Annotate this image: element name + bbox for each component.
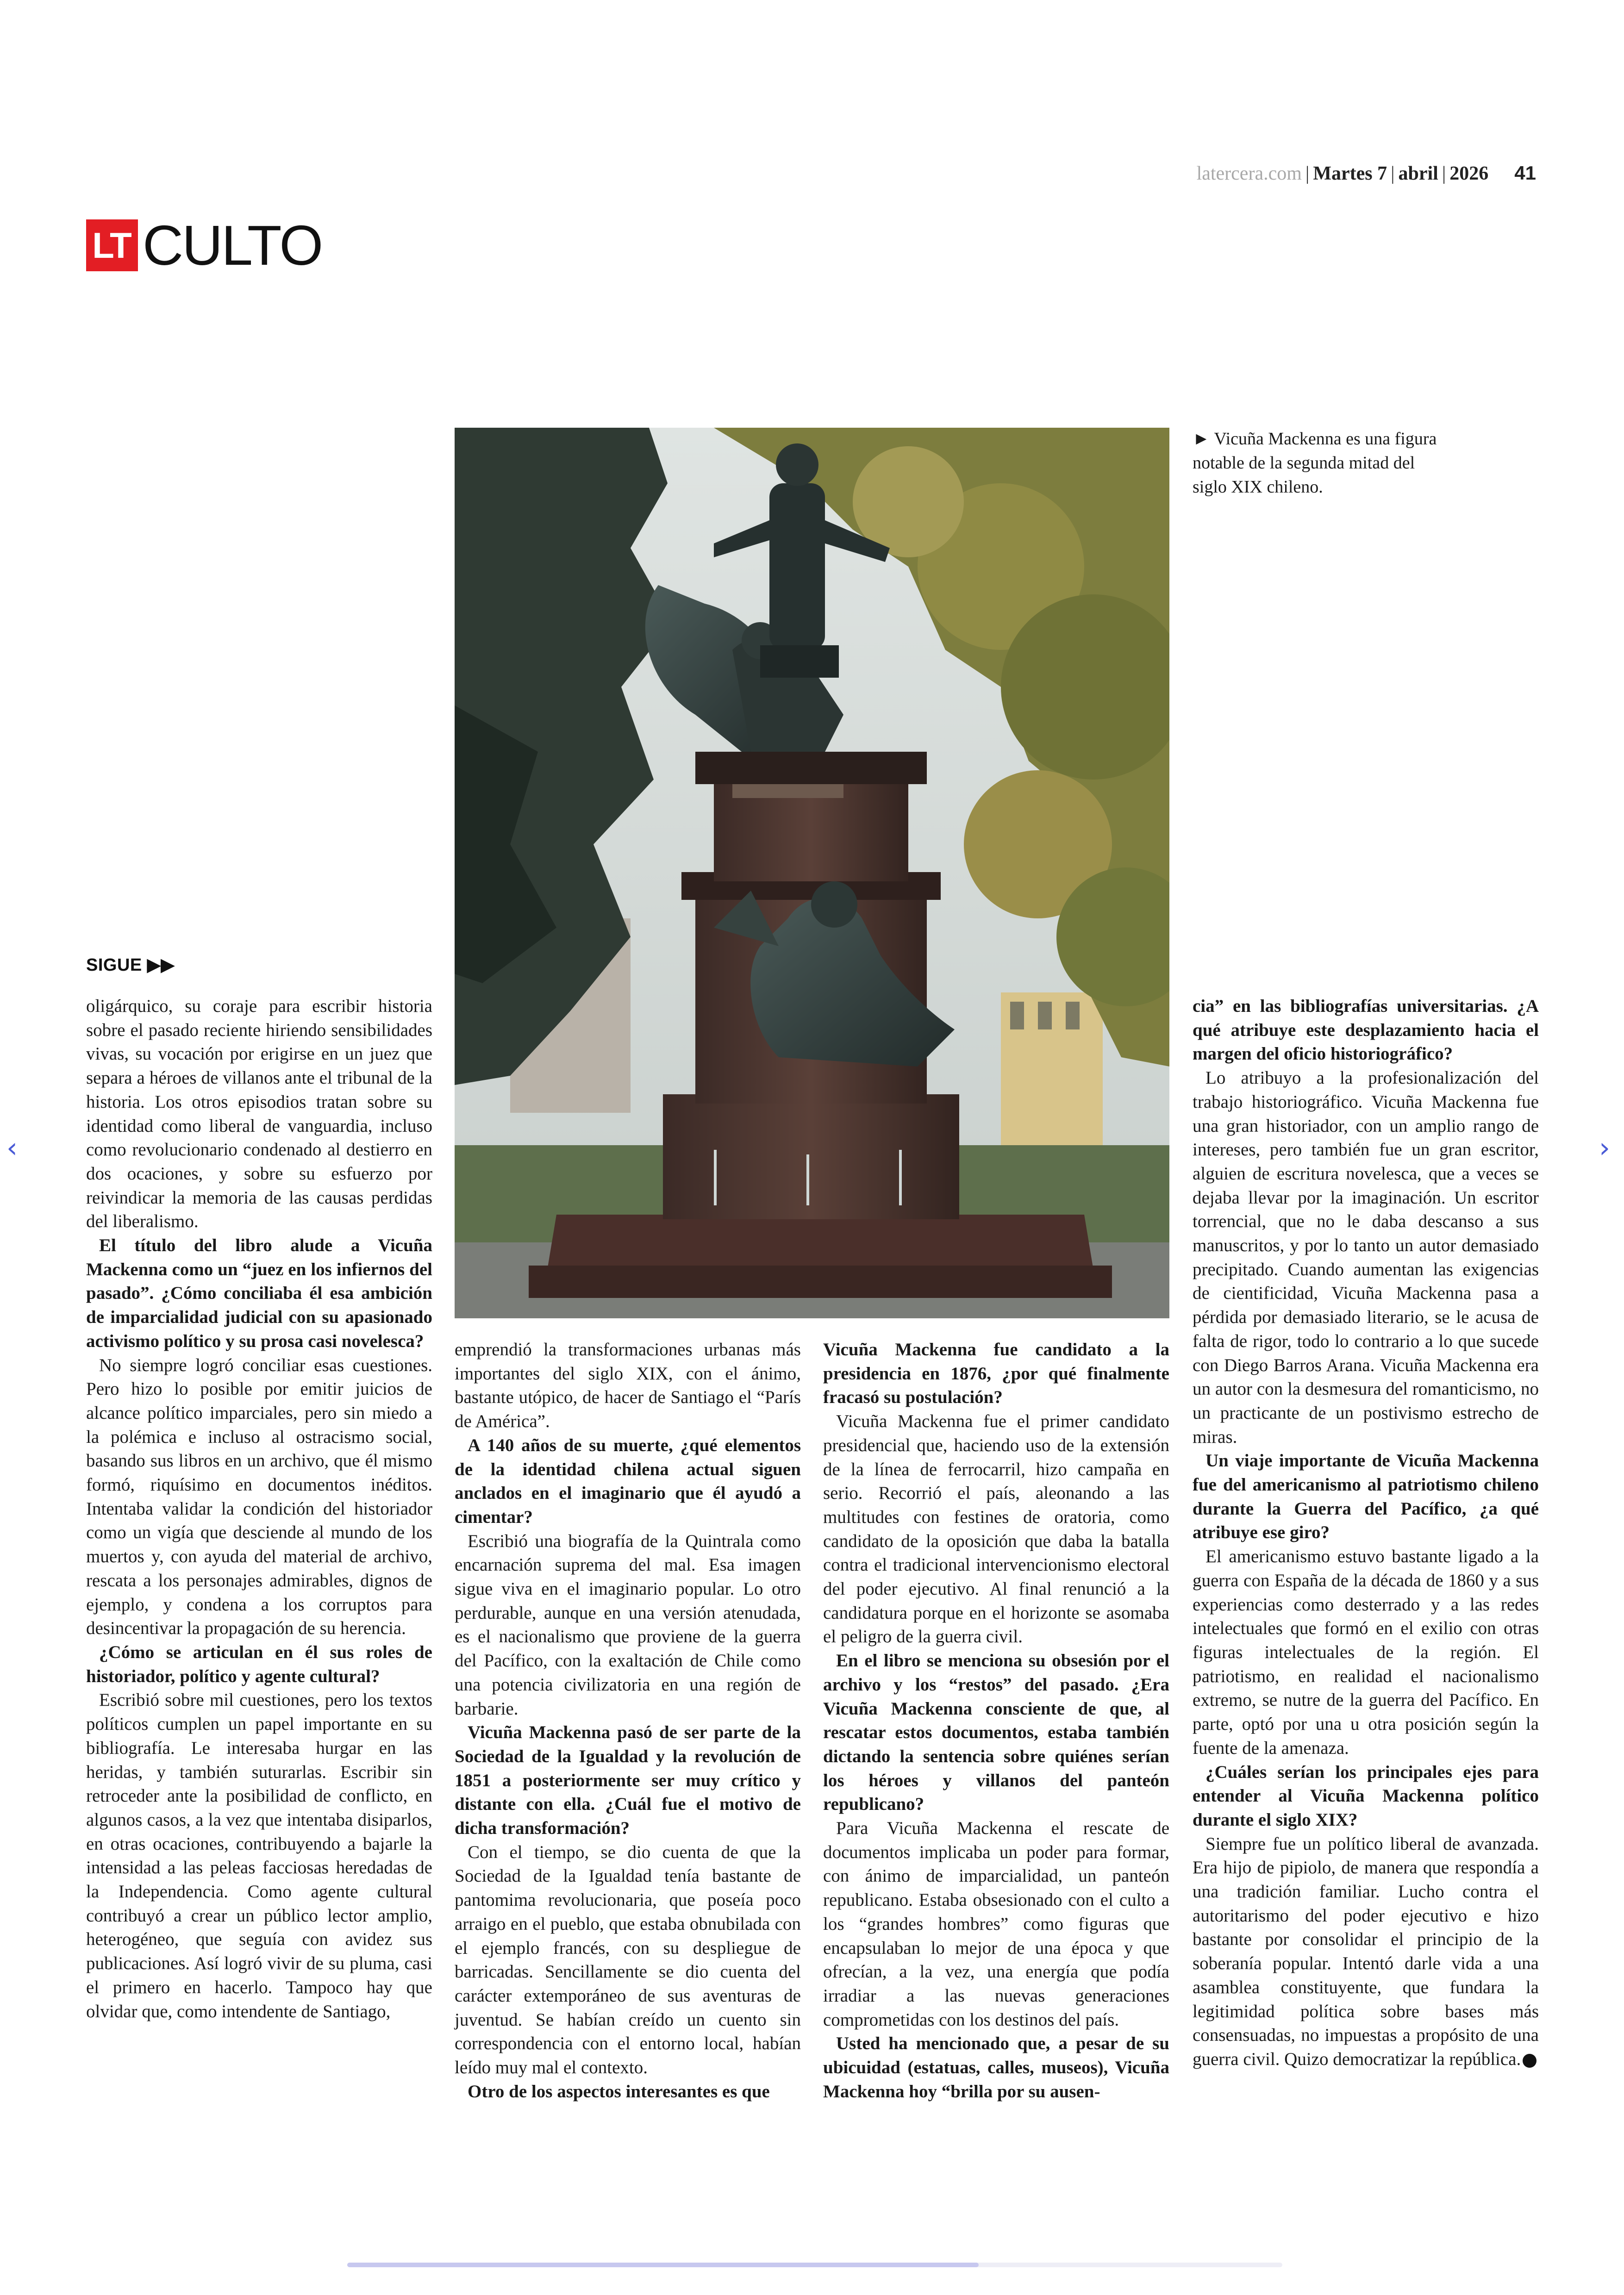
body-paragraph: Para Vicuña Mackenna el rescate de documentos implicaba un poder para formar, con ánimo de imparcialidad, un panteón republicano. Estaba obsesionado con el culto a los “grandes hombres” como figuras que encapsulaban lo mejor de una época y que ofrecían, a la vez, una energía que podía irradiar a las nuevas generaciones comprometidas con los destinos del país. [823,1818,1169,2030]
interview-question: cia” en las bibliografías universitarias. ¿A qué atribuye este desplazamiento hacia el margen del oficio historiográfico? [1193,996,1539,1064]
interview-question: El título del libro alude a Vicuña Mackenna como un “juez en los infiernos del pasado”. ¿Cómo conciliaba él esa ambición de imparcialidad judicial con su apasionado activismo político y su prosa casi novelesca? [86,1235,432,1351]
text-column-1 [86,994,432,2023]
date-month: abril [1398,163,1438,184]
site-url: latercera.com [1196,163,1302,184]
body-paragraph: Escribió una biografía de la Quintrala como encarnación suprema del mal. Esa imagen sigue viva en el imaginario popular. Lo otro perdurable, aunque en una versión atenudada, es el nacionalismo que proviene de la guerra del Pacífico, con la exaltación de Chile como una potencia civilizatoria en una región de barbarie. [455,1531,801,1719]
page-folio: latercera.com | Martes 7 | abril | 2026 41 [1196,162,1536,184]
body-paragraph: Con el tiempo, se dio cuenta de que la Sociedad de la Igualdad tenía bastante de pantomima revolucionaria, que poseía poco arraigo en el pueblo, que estaba obnubilada con el ejemplo francés, con su despliegue de barricadas. Sencillamente se dio cuenta del carácter extemporáneo de sus aventuras de juventud. Se habían creído un cuento sin correspondencia con el entorno local, habían leído muy mal el contexto. [455,1842,801,2078]
body-paragraph: emprendió la transformaciones urbanas más importantes del siglo XIX, con el ánimo, bastante utópico, de hacer de Santiago el “París de América”. [455,1340,801,1432]
lt-logo: LT [86,219,138,271]
body-paragraph: Lo atribuyo a la profesionalización del trabajo historiográfico. Vicuña Mackenna fue una gran historiador, con un amplio rango de intereses, pero también fue un gran escritor, alguien de escritura novelesca, que a veces se dejaba llevar por la imaginación. Un escritor torrencial, que no le daba descanso a sus manuscritos, y por lo tanto un autor demasiado precipitado. Cuando aumentan las exigencias de cientificidad, Vicuña Mackenna pasa a pérdida por demasiado literario, se le acusa de falta de rigor, todo lo contrario a lo que sucede con Diego Barros Arana. Vicuña Mackenna era un autor con la desmesura del romanticismo, no un practicante de un postivismo estrecho de miras. [1193,1068,1539,1447]
continued-marker: SIGUE ▶▶ [86,955,175,975]
body-paragraph: Siempre fue un político liberal de avanzada. Era hijo de pipiolo, de manera que respondía a una tradición familiar. Lucho contra el autoritarismo del poder ejecutivo e hizo bastante por consolidar el principio de la soberanía popular. Intentó darle vida a una asamblea constituyente, que fundara la legitimidad política sobre bases más consensuadas, no impuestas a propósito de una guerra civil. Quizo democratizar la república. [1193,1834,1539,2069]
end-mark-icon [1523,2054,1537,2068]
interview-question: Vicuña Mackenna pasó de ser parte de la Sociedad de la Igualdad y la revolución de 1851 a posteriormente ser muy crítico y distante con ella. ¿Cuál fue el motivo de dicha transformación? [455,1722,801,1839]
photo-illustration [455,428,1169,1318]
statue-monument-photo [455,428,1169,1318]
chevron-right-icon[interactable]: › [1599,1132,1610,1164]
date-day: Martes 7 [1313,163,1387,184]
photo-caption: ► Vicuña Mackenna es una figura notable de la segunda mitad del siglo XIX chileno. [1193,429,1437,497]
body-paragraph: oligárquico, su coraje para escribir historia sobre el pasado reciente hiriendo sensibilidades vivas, su vocación por erigirse en un juez que separa a héroes de villanos ante el tribunal de la historia. Los otros episodios tratan sobre su identidad como liberal de vanguardia, incluso como revolucionario condenado al destierro en dos ocaciones, y sobre su esfuerzo por reivindicar la memoria de las causas perdidas del liberalismo. [86,996,432,1232]
body-paragraph: El americanismo estuvo bastante ligado a la guerra con España de la década de 1860 y a sus experiencias como desterrado y a las redes intelectuales que formó en el exilio con otras figuras intelectuales de la región. El patriotismo, en realidad el nacionalismo extremo, se nutre de la guerra del Pacífico. En parte, optó por una u otra posición según la fuente de la amenaza. [1193,1547,1539,1758]
interview-question: ¿Cómo se articulan en él sus roles de historiador, político y agente cultural? [86,1642,432,1686]
interview-question: Un viaje importante de Vicuña Mackenna fue del americanismo al patriotismo chileno durante la Guerra del Pacífico, ¿a qué atribuye ese giro? [1193,1451,1539,1543]
body-paragraph: Vicuña Mackenna fue el primer candidato presidencial que, haciendo uso de la extensión de la línea de ferrocarril, hizo campaña en serio. Recorrió el país, aleonando a las multitudes con festines de oratoria, como candidato de la oposición que daba la batalla contra el tradicional intervencionismo electoral del poder ejecutivo. Al final renunció a la candidatura porque en el horizonte se asomaba el peligro de la guerra civil. [823,1411,1169,1647]
body-paragraph: Escribió sobre mil cuestiones, pero los textos políticos cumplen un papel importante en su bibliografía. Le interesaba hurgar en las heridas, y también suturarlas. Escribir sin retroceder ante la posibilidad de conflicto, en algunos casos, a la vez que intentaba disiparlos, en otras ocaciones, contribuyendo a bajarle la intensidad a las peleas facciosas heredadas de la Independencia. Como agente cultural contribuyó a crear un público lector amplio, heterogéneo, que seguía con avidez sus publicaciones. Así logró vivir de su pluma, casi el primero en hacerlo. Tampoco hay que olvidar que, como intendente de Santiago, [86,1690,432,2021]
date-year: 2026 [1449,163,1489,184]
interview-question: En el libro se menciona su obsesión por el archivo y los “restos” del pasado. ¿Era Vicuña Mackenna consciente de que, al rescatar estos documentos, estaba también dictando la sentencia sobre quiénes serían los héroes y villanos del panteón republicano? [823,1651,1169,1815]
interview-question: A 140 años de su muerte, ¿qué elementos de la identidad chilena actual siguen anclados en el imaginario que él ayudó a cimentar? [455,1435,801,1527]
interview-question: Usted ha mencionado que, a pesar de su ubicuidad (estatuas, calles, museos), Vicuña Mackenna hoy “brilla por su ausen- [823,2033,1169,2102]
section-brand [86,214,322,277]
text-column-2 [455,1338,801,2104]
scrollbar-thumb[interactable] [347,2263,979,2267]
section-name: CULTO [143,214,322,277]
body-paragraph: No siempre logró conciliar esas cuestiones. Pero hizo lo posible por emitir juicios de alcance político imparciales, pero sin miedo a la polémica e incluso al ostracismo social, basando sus libros en un archivo, que él mismo formó, riquísimo en documentos inéditos. Intentaba validar la condición del historiador como un vigía que desciende al mundo de los muertos y, con ayuda del material de archivo, rescata a los personajes admirables, dignos de ejemplo, y condena a los corruptos para desincentivar la propagación de su herencia. [86,1355,432,1639]
interview-question: Otro de los aspectos interesantes es que [468,2081,770,2102]
page-number: 41 [1514,162,1536,184]
interview-question: Vicuña Mackenna fue candidato a la presidencia en 1876, ¿por qué finalmente fracasó su postulación? [823,1340,1169,1408]
text-column-4 [1193,994,1539,2071]
text-column-3 [823,1338,1169,2104]
interview-question: ¿Cuáles serían los principales ejes para entender al Vicuña Mackenna político durante el siglo XIX? [1193,1762,1539,1830]
chevron-left-icon[interactable]: ‹ [6,1132,18,1164]
